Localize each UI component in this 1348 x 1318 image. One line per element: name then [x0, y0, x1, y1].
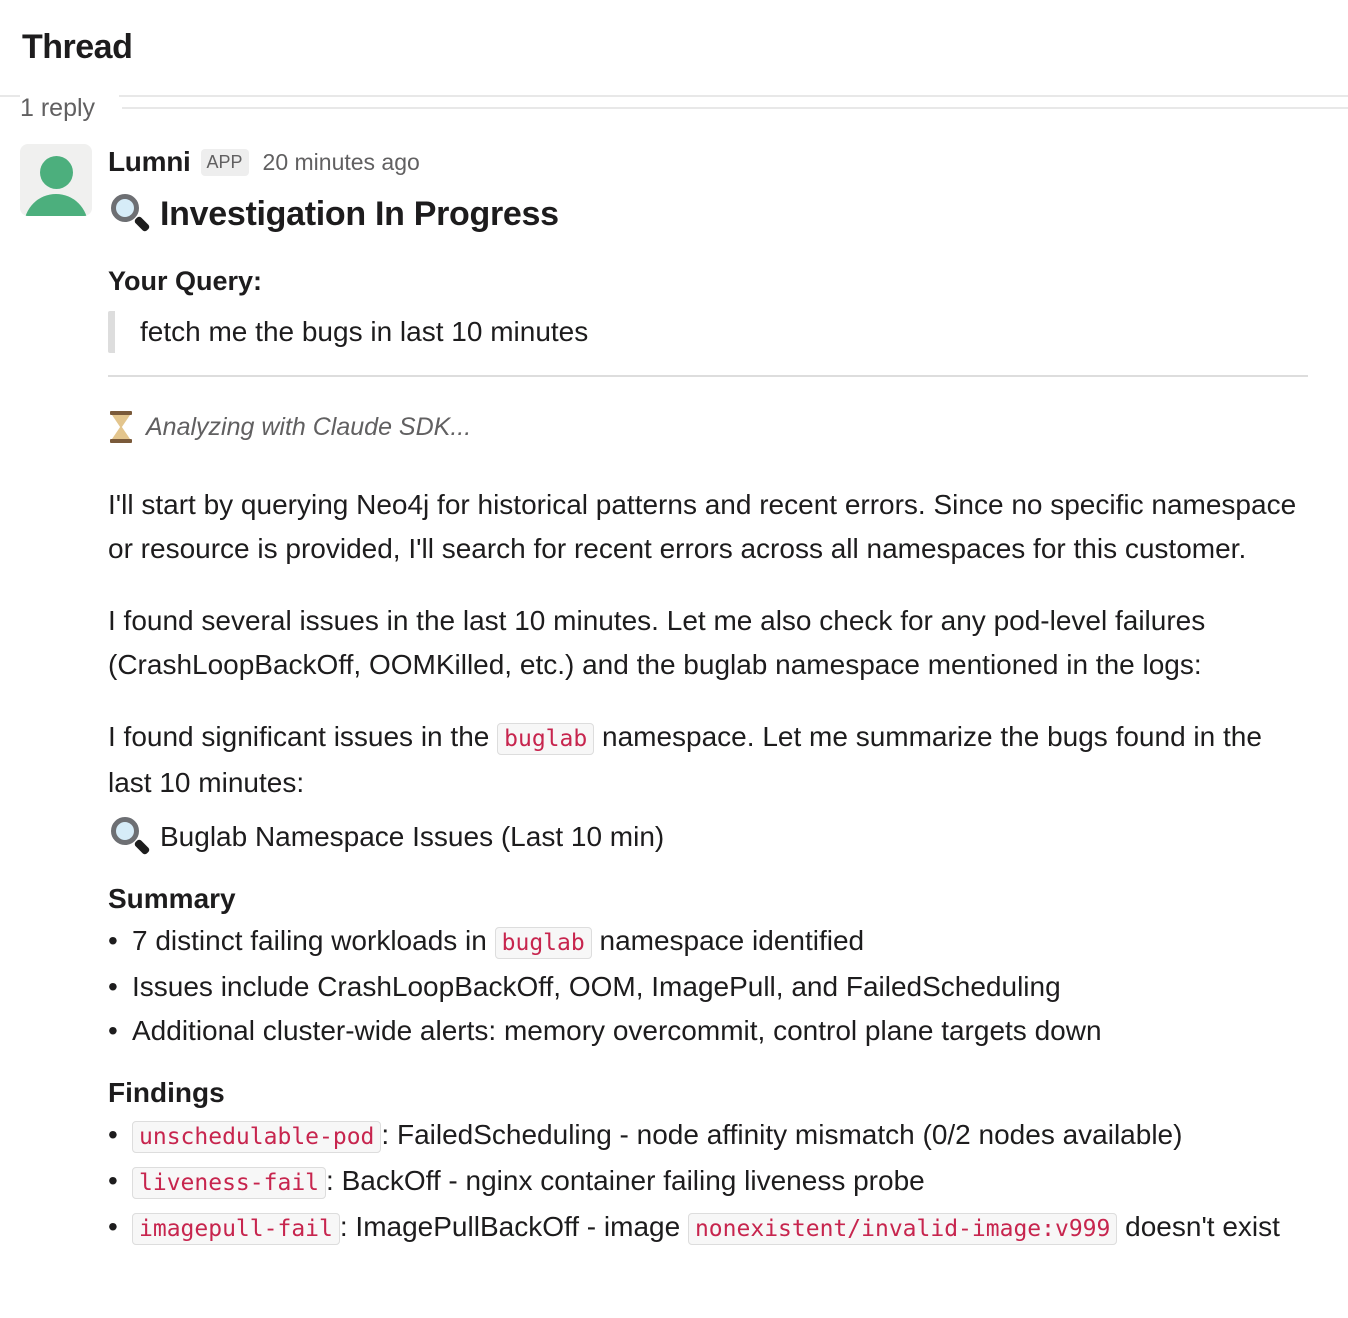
message	[108, 142, 1308, 1251]
magnifying-glass-icon	[108, 192, 152, 236]
list-item: • imagepull-fail : ImagePullBackOff - image nonexistent/invalid-image:v999 doesn't exist	[108, 1205, 1308, 1251]
list-item: • Issues include CrashLoopBackOff, OOM, ImagePull, and FailedScheduling	[108, 971, 1061, 1002]
avatar[interactable]	[20, 144, 92, 216]
paragraph-3: I found significant issues in the buglab namespace. Let me summarize the bugs found in the last 10 minutes:	[108, 721, 1262, 798]
message-timestamp[interactable]: 20 minutes ago	[262, 148, 420, 175]
inline-code: buglab	[495, 927, 592, 959]
magnifying-glass-icon	[108, 815, 152, 859]
reply-divider	[0, 92, 1348, 126]
app-badge: APP	[201, 149, 249, 176]
sender-name[interactable]: Lumni	[108, 146, 191, 177]
paragraph-2: I found several issues in the last 10 minutes. Let me also check for any pod-level failures (CrashLoopBackOff, OOMKilled, etc.) and the buglab namespace mentioned in the logs:	[108, 605, 1206, 680]
subheading-text: Buglab Namespace Issues (Last 10 min)	[160, 821, 665, 852]
message-heading	[108, 192, 1308, 236]
status-text: Analyzing with Claude SDK...	[146, 412, 472, 441]
reply-count: 1 reply	[20, 94, 119, 123]
subheading	[108, 815, 1308, 859]
hourglass-icon	[108, 411, 134, 443]
message-header	[108, 142, 1308, 182]
list-item: • liveness-fail : BackOff - nginx container failing liveness probe	[108, 1159, 1308, 1205]
query-text: fetch me the bugs in last 10 minutes	[140, 316, 589, 347]
inline-code: liveness-fail	[132, 1167, 326, 1199]
inline-code: nonexistent/invalid-image:v999	[688, 1213, 1117, 1245]
thread-header	[0, 0, 1348, 97]
paragraph-1: I'll start by querying Neo4j for historical patterns and recent errors. Since no specific namespace or resource is provided, I'll search for recent errors across all namespaces for this customer.	[108, 489, 1297, 564]
inline-code: imagepull-fail	[132, 1213, 340, 1245]
findings-title: Findings	[108, 1077, 225, 1108]
reply-line	[122, 107, 1348, 109]
avatar-person-icon	[40, 156, 73, 189]
summary-title: Summary	[108, 883, 236, 914]
inline-code: buglab	[497, 723, 594, 755]
status-line	[108, 411, 1308, 443]
inline-code: unschedulable-pod	[132, 1121, 381, 1153]
list-item: • 7 distinct failing workloads in buglab namespace identified	[108, 919, 1308, 965]
list-item: • Additional cluster-wide alerts: memory overcommit, control plane targets down	[108, 1015, 1102, 1046]
thread-title: Thread	[22, 28, 133, 66]
list-item: • unschedulable-pod : FailedScheduling - node affinity mismatch (0/2 nodes available)	[108, 1113, 1308, 1159]
divider	[108, 375, 1308, 377]
heading-text: Investigation In Progress	[160, 194, 559, 233]
query-label: Your Query:	[108, 266, 263, 296]
query-quote	[108, 311, 1308, 353]
